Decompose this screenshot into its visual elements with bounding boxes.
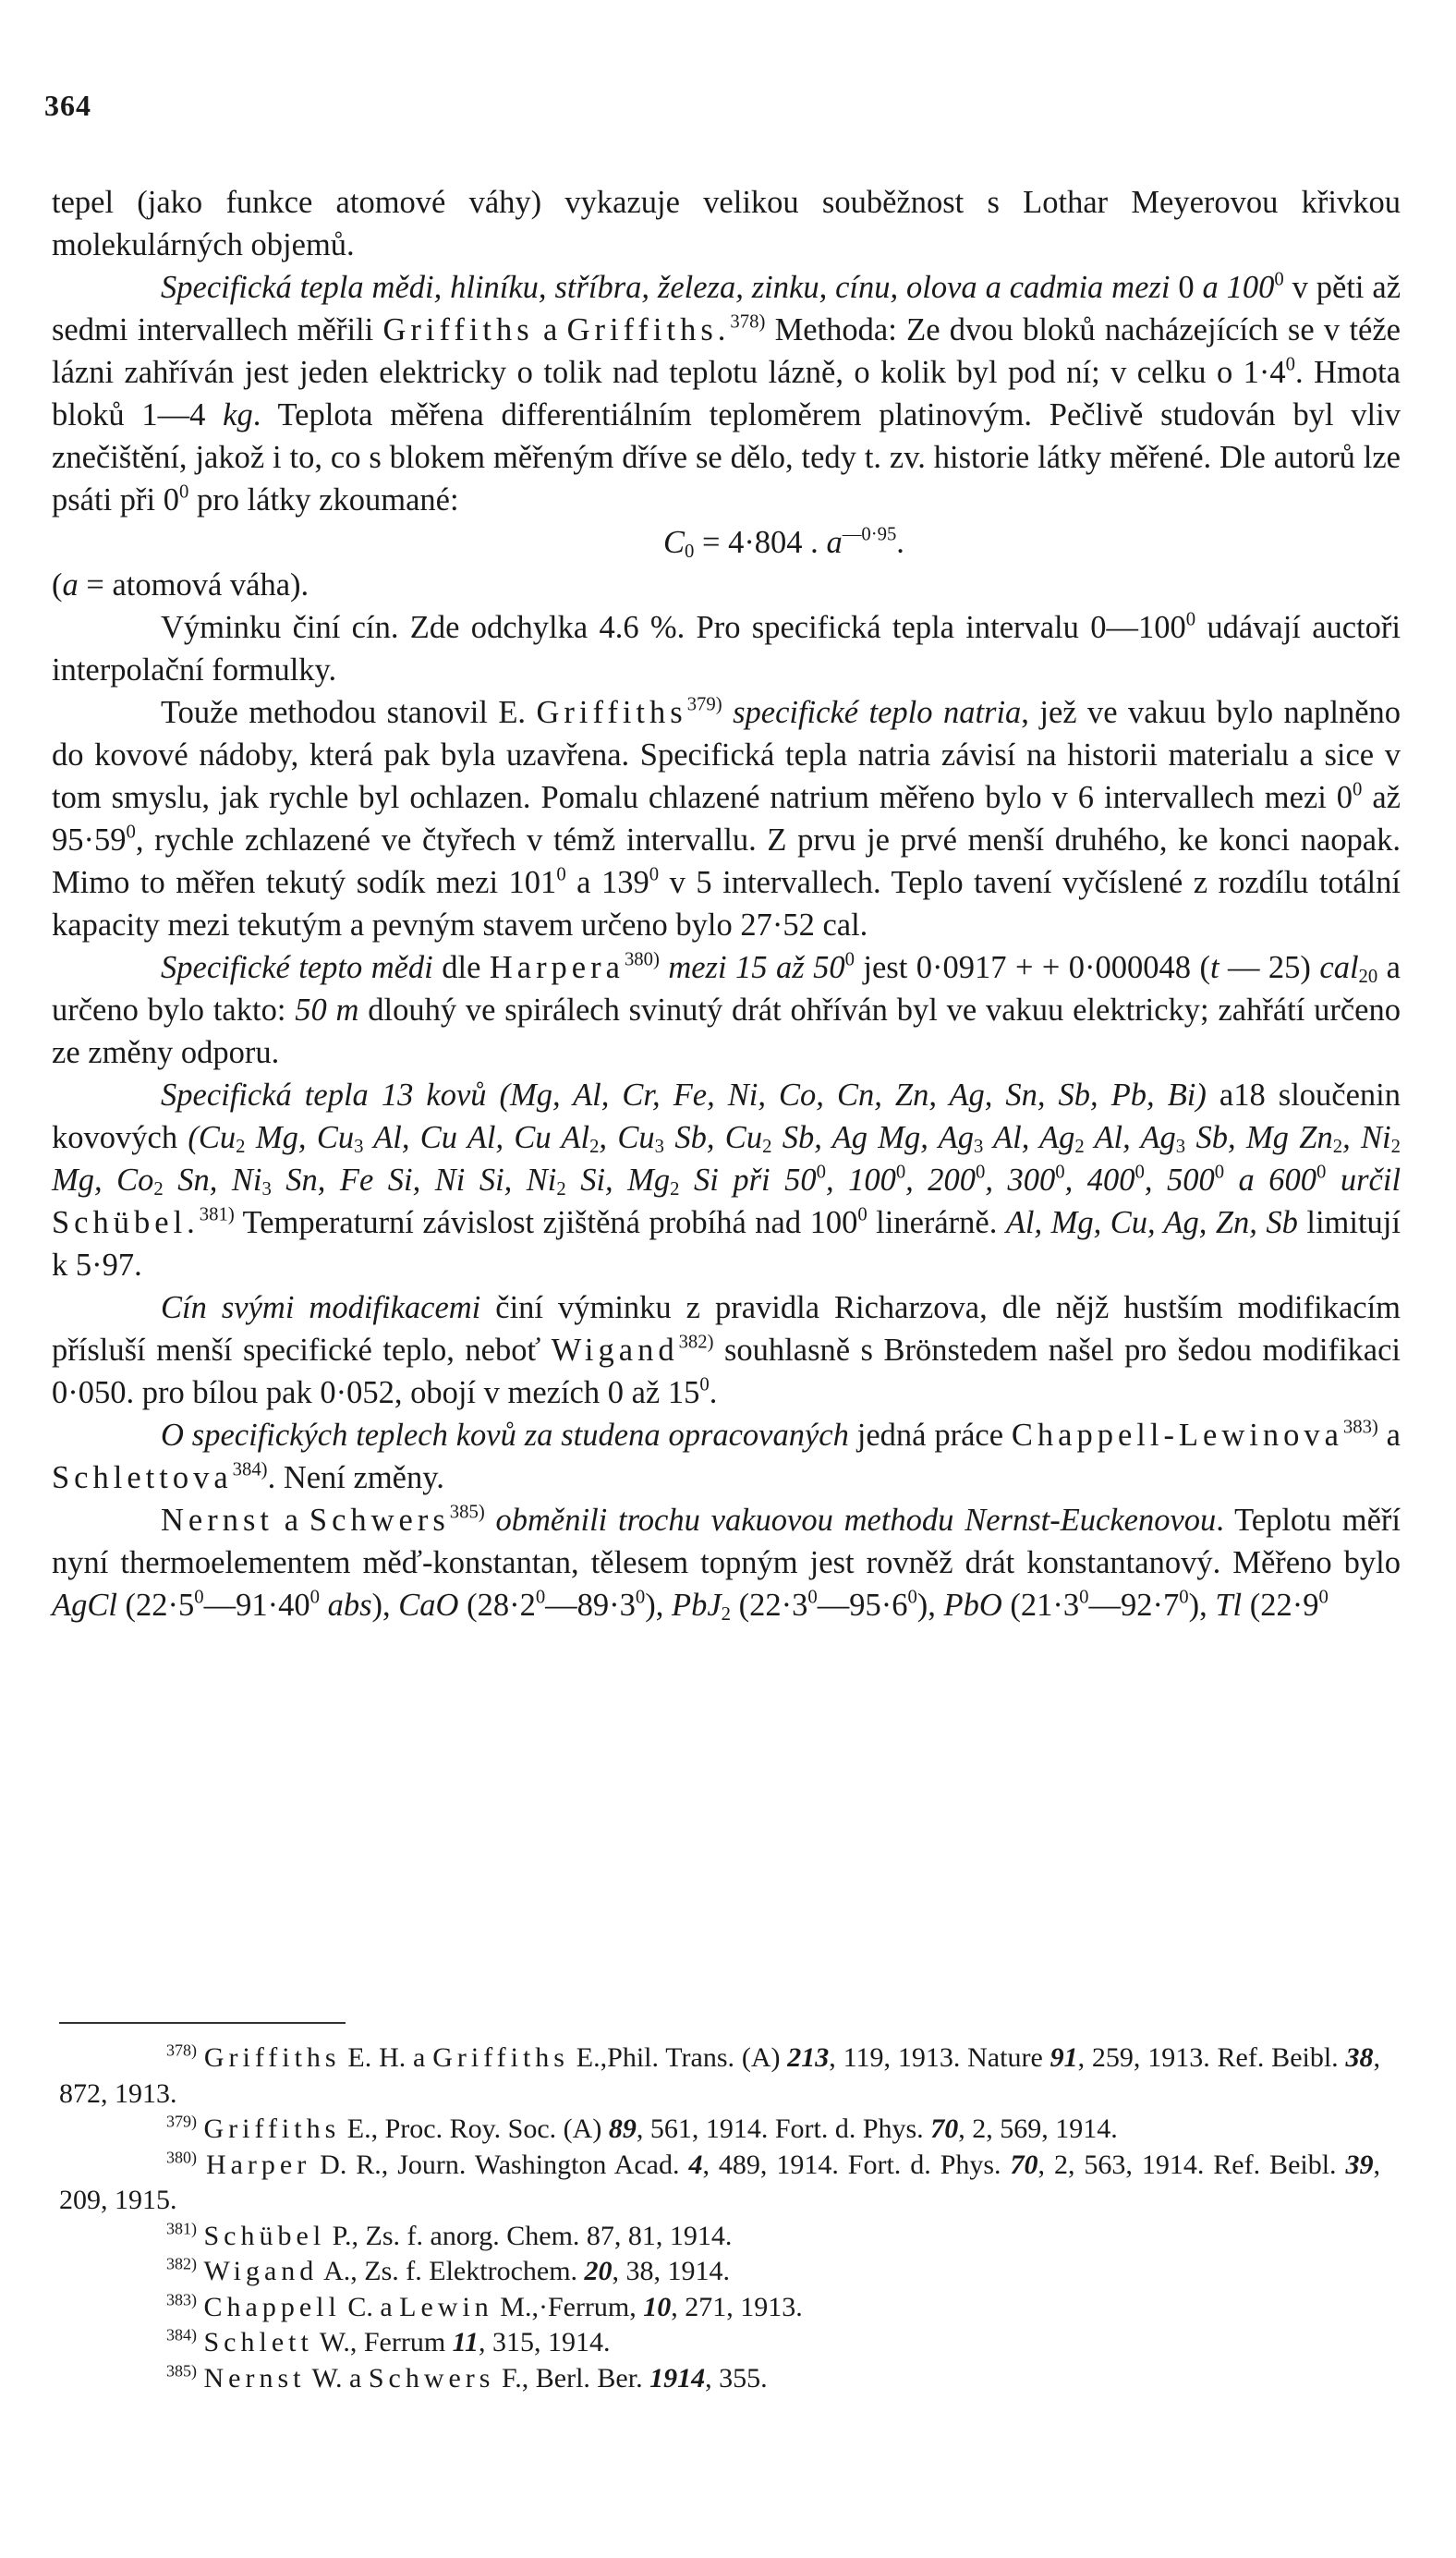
text-run: Specifické tepto mědi bbox=[161, 950, 433, 985]
superscript: 0 bbox=[1353, 779, 1363, 800]
subscript: 2 bbox=[762, 1137, 772, 1158]
subscript: 2 bbox=[721, 1604, 731, 1626]
text-run: a 100 bbox=[1202, 270, 1275, 305]
text-run: Harper bbox=[205, 2149, 311, 2180]
footnote-divider bbox=[59, 2022, 346, 2024]
paragraph bbox=[52, 564, 1401, 606]
superscript: 0 bbox=[1214, 1162, 1225, 1183]
paragraph bbox=[52, 606, 1401, 691]
text-run: jedná práce bbox=[848, 1418, 1012, 1453]
text-run: určil bbox=[1326, 1163, 1401, 1198]
footnote bbox=[59, 2254, 1380, 2290]
text-run: F., Berl. Ber. bbox=[494, 2362, 650, 2394]
text-run: = atomová váha). bbox=[78, 567, 309, 603]
text-run bbox=[197, 2363, 204, 2394]
text-run: 10 bbox=[643, 2291, 672, 2322]
text-run: 38 bbox=[1345, 2042, 1374, 2073]
text-run: PbO bbox=[943, 1588, 1002, 1623]
text-run: Wigand bbox=[551, 1333, 679, 1368]
superscript: 382) bbox=[166, 2254, 197, 2273]
superscript: 0 bbox=[844, 949, 855, 970]
text-run: Si, Mg bbox=[565, 1163, 671, 1198]
text-run: Specifická tepla 13 kovů (Mg, Al, Cr, Fe, Ni, Co, Cn, Zn, Ag, Sn, Sb, Pb, Bi) bbox=[161, 1078, 1207, 1113]
text-run: , 872, 1913. bbox=[59, 2042, 1381, 2109]
superscript: 0 bbox=[309, 1587, 320, 1608]
text-run: (28·2 bbox=[458, 1588, 536, 1623]
text-run: M.,·Ferrum, bbox=[492, 2291, 644, 2322]
superscript: 0 bbox=[126, 822, 136, 843]
paragraph bbox=[52, 1286, 1401, 1414]
text-run: Wigand bbox=[203, 2256, 319, 2286]
text-run: E.,Phil. Trans. (A) bbox=[568, 2042, 788, 2073]
superscript: 381) bbox=[166, 2218, 197, 2237]
text-run: , 259, 1913. Ref. Beibl. bbox=[1077, 2042, 1346, 2073]
superscript: 385) bbox=[449, 1502, 485, 1523]
superscript: 0 bbox=[649, 864, 660, 885]
text-run: , 38, 1914. bbox=[612, 2256, 731, 2286]
formula bbox=[52, 521, 1401, 564]
text-run: Chappell-Lewinova bbox=[1011, 1418, 1343, 1453]
subscript: 3 bbox=[354, 1137, 364, 1158]
paragraph bbox=[52, 1414, 1401, 1499]
superscript: 383) bbox=[1342, 1417, 1378, 1438]
paragraph bbox=[52, 266, 1401, 521]
superscript: 0 bbox=[1179, 1587, 1189, 1608]
text-run: 20 bbox=[584, 2256, 613, 2286]
text-run: kg bbox=[223, 397, 253, 432]
text-run: A., Zs. f. Elektrochem. bbox=[318, 2256, 585, 2286]
text-run: Sn, Ni bbox=[163, 1163, 262, 1198]
text-run: Schlett bbox=[203, 2327, 313, 2357]
text-run: , Cu bbox=[599, 1120, 655, 1155]
text-run: Sb, Ag Mg, Ag bbox=[771, 1120, 974, 1155]
superscript: 0 bbox=[535, 1587, 546, 1608]
text-run: a určeno bylo takto: bbox=[52, 950, 1401, 1028]
superscript: 0 bbox=[1285, 354, 1296, 375]
subscript: 2 bbox=[1332, 1137, 1343, 1158]
text-run: , jež ve vakuu bylo naplněno do kovové nádoby, která pak byla uzavřena. Specifická tepla natria závisí na historii materialu a sice v tom smyslu, jak rychle byl ochlazen. Pomalu chlazené natrium měřeno bylo v 6 intervallech mezi 0 bbox=[52, 695, 1401, 815]
superscript: 0 bbox=[194, 1587, 204, 1608]
text-run: Výminku činí cín. Zde odchylka 4.6 %. Pro specifická tepla intervalu 0—100 bbox=[161, 610, 1186, 645]
text-run: Touže methodou stanovil E. bbox=[161, 695, 537, 730]
text-run: (Cu bbox=[188, 1120, 237, 1155]
text-run: W., Ferrum bbox=[312, 2327, 453, 2357]
text-run: (21·3 bbox=[1001, 1588, 1080, 1623]
text-run: , 209, 1915. bbox=[59, 2149, 1380, 2215]
text-run: ( bbox=[52, 567, 63, 603]
text-run bbox=[197, 2150, 206, 2180]
footnote bbox=[59, 2361, 1380, 2397]
superscript: 0 bbox=[1134, 1162, 1145, 1183]
superscript: 0 bbox=[1185, 609, 1196, 630]
text-run: Griffiths bbox=[536, 695, 687, 730]
text-run: mezi 15 až 50 bbox=[668, 950, 845, 985]
text-run: , Ni bbox=[1342, 1120, 1391, 1155]
text-run: AgCl bbox=[52, 1588, 117, 1623]
text-run: souhlasně s Brönstedem našel pro šedou modifikaci 0·050. pro bílou pak 0·052, obojí v mezích 0 až 15 bbox=[52, 1333, 1401, 1410]
subscript: 0 bbox=[685, 542, 695, 563]
text-run: (22·9 bbox=[1242, 1588, 1319, 1623]
text-run: cal bbox=[1319, 950, 1359, 985]
superscript: 0 bbox=[907, 1587, 917, 1608]
superscript: 379) bbox=[686, 694, 722, 715]
paragraph bbox=[52, 691, 1401, 946]
superscript: 0 bbox=[976, 1162, 986, 1183]
superscript: 0 bbox=[895, 1162, 906, 1183]
text-run: Griffiths bbox=[382, 312, 534, 347]
footnote bbox=[59, 2040, 1380, 2112]
text-run bbox=[485, 1503, 496, 1538]
text-run: jest 0·0917 + + 0·000048 ( bbox=[854, 950, 1210, 985]
text-run: Temperaturní závislost zjištěná probíhá nad 100 bbox=[234, 1205, 858, 1240]
text-run: tepel (jako funkce atomové váhy) vykazuje velikou souběžnost s Lothar Meyerovou křivkou molekulárných objemů. bbox=[52, 185, 1401, 262]
superscript: 379) bbox=[166, 2112, 197, 2131]
subscript: 2 bbox=[589, 1137, 600, 1158]
text-run: . bbox=[709, 1375, 718, 1410]
text-run: 39 bbox=[1345, 2149, 1374, 2180]
text-run: Griffiths. bbox=[566, 312, 731, 347]
text-run: Griffiths bbox=[203, 2042, 341, 2073]
text-run: —95·6 bbox=[817, 1588, 908, 1623]
text-run: a bbox=[273, 1503, 309, 1538]
text-run: a bbox=[826, 525, 843, 560]
text-run: , rychle zchlazené ve čtyřech v témž intervallu. Z prvu je prvé menší druhého, ke konci naopak. Mimo to měřen tekutý sodík mezi 101 bbox=[52, 822, 1401, 900]
text-run: Specifická tepla mědi, hliníku, stříbra, železa, zinku, cínu, olova a cadmia mezi bbox=[161, 270, 1179, 305]
footnotes bbox=[59, 2040, 1380, 2396]
superscript: 380) bbox=[166, 2147, 197, 2166]
text-run: Nernst bbox=[203, 2362, 306, 2394]
superscript: 383) bbox=[166, 2289, 197, 2308]
footnote bbox=[59, 2325, 1380, 2361]
text-run: , 119, 1913. Nature bbox=[829, 2042, 1050, 2073]
text-run: Schübel. bbox=[52, 1205, 200, 1240]
text-run: ), bbox=[1188, 1588, 1216, 1623]
text-run: dle bbox=[432, 950, 490, 985]
footnote bbox=[59, 2112, 1380, 2148]
text-run: . bbox=[896, 525, 904, 560]
text-run: —92·7 bbox=[1088, 1588, 1180, 1623]
text-run: 11 bbox=[452, 2327, 479, 2357]
superscript: 0 bbox=[699, 1374, 710, 1395]
paragraph bbox=[52, 946, 1401, 1074]
text-run: 50 m bbox=[295, 993, 359, 1028]
text-run: Mg, Cu bbox=[245, 1120, 355, 1155]
subscript: 3 bbox=[654, 1137, 664, 1158]
text-run: C. a bbox=[340, 2291, 400, 2322]
text-run: t bbox=[1209, 950, 1219, 985]
footnote bbox=[59, 2219, 1380, 2255]
subscript: 3 bbox=[1175, 1137, 1186, 1158]
subscript: 2 bbox=[153, 1179, 164, 1200]
text-run: , 561, 1914. Fort. d. Phys. bbox=[636, 2113, 931, 2144]
text-run: E. H. a bbox=[340, 2042, 433, 2073]
text-run: —89·3 bbox=[545, 1588, 636, 1623]
superscript: 385) bbox=[166, 2360, 197, 2380]
footnote bbox=[59, 2290, 1380, 2326]
text-run: , 500 bbox=[1144, 1163, 1215, 1198]
text-run: Tl bbox=[1215, 1588, 1243, 1623]
superscript: 0 bbox=[807, 1587, 818, 1608]
text-run: 4 bbox=[688, 2149, 703, 2180]
text-run: Si při 50 bbox=[679, 1163, 817, 1198]
text-run: a bbox=[62, 567, 79, 603]
text-run bbox=[197, 2292, 204, 2322]
text-run: , 2, 569, 1914. bbox=[958, 2113, 1118, 2144]
text-run: a18 sloučenin kovových bbox=[52, 1078, 1401, 1155]
text-run: Schwers bbox=[309, 1503, 450, 1538]
superscript: 0 bbox=[1318, 1587, 1329, 1608]
text-run: , 2, 563, 1914. Ref. Beibl. bbox=[1037, 2149, 1346, 2180]
superscript: 381) bbox=[199, 1204, 235, 1225]
text-run bbox=[197, 2113, 204, 2144]
text-run: , 200 bbox=[905, 1163, 977, 1198]
superscript: 0 bbox=[1316, 1162, 1327, 1183]
superscript: —0·95 bbox=[842, 524, 897, 545]
text-run: obměnili trochu vakuovou methodu Nernst-Euckenovou bbox=[495, 1503, 1217, 1538]
text-run: , 400 bbox=[1064, 1163, 1135, 1198]
text-run bbox=[320, 1588, 328, 1623]
superscript: 0 bbox=[1055, 1162, 1065, 1183]
text-run: —91·40 bbox=[203, 1588, 310, 1623]
superscript: 0 bbox=[857, 1204, 868, 1225]
text-run: 91 bbox=[1050, 2042, 1078, 2073]
text-run bbox=[197, 2327, 204, 2357]
text-run: abs bbox=[327, 1588, 372, 1623]
text-run bbox=[197, 2256, 204, 2286]
text-run: , 100 bbox=[825, 1163, 896, 1198]
text-run: pro látky zkoumané: bbox=[188, 482, 459, 518]
subscript: 2 bbox=[556, 1179, 566, 1200]
text-run: linerárně. bbox=[867, 1205, 1006, 1240]
text-run bbox=[197, 2221, 204, 2251]
text-run: limitují k 5·97. bbox=[52, 1205, 1401, 1283]
text-run: . Teplotu měří nyní thermoelementem měď-konstantan, tělesem topným jest rovněž drát konstantanový. Měřeno bylo bbox=[52, 1503, 1401, 1580]
subscript: 2 bbox=[1390, 1137, 1401, 1158]
paragraph bbox=[52, 1499, 1401, 1626]
superscript: 0 bbox=[556, 864, 566, 885]
text-run: 213 bbox=[787, 2042, 830, 2073]
text-run: D. R., Journ. Washington Acad. bbox=[310, 2149, 689, 2180]
text-run: udávají auctoři interpolační formulky. bbox=[52, 610, 1401, 688]
subscript: 3 bbox=[261, 1179, 272, 1200]
superscript: 378) bbox=[730, 311, 766, 333]
text-run: a bbox=[1377, 1418, 1401, 1453]
text-run: Chappell bbox=[203, 2291, 341, 2322]
text-run: . Není změny. bbox=[267, 1460, 444, 1495]
subscript: 3 bbox=[973, 1137, 984, 1158]
subscript: 20 bbox=[1358, 967, 1378, 988]
superscript: 378) bbox=[166, 2040, 197, 2060]
text-run: Cín svými modifikacemi bbox=[161, 1290, 481, 1325]
text-run: Schlettova bbox=[52, 1460, 233, 1495]
text-run: v pěti až sedmi intervallech měřili bbox=[52, 270, 1401, 347]
superscript: 0 bbox=[1079, 1587, 1089, 1608]
text-run: Griffiths bbox=[203, 2113, 341, 2144]
text-run: O specifických teplech kovů za studena opracovaných bbox=[161, 1418, 849, 1453]
text-run: . Teplota měřena differentiálním teploměrem platinovým. Pečlivě studován byl vliv znečištění, jakož i to, co s blokem měřeným dříve se dělo, tedy t. zv. historie látky měřené. Dle autorů lze psáti při 0 bbox=[52, 397, 1401, 518]
text-run: Al, Cu Al, Cu Al bbox=[363, 1120, 590, 1155]
text-run: Schübel bbox=[203, 2220, 326, 2251]
text-run: (22·5 bbox=[116, 1588, 195, 1623]
page-number: 364 bbox=[44, 89, 91, 122]
paragraph bbox=[52, 1074, 1401, 1286]
text-run: ), bbox=[371, 1588, 399, 1623]
text-run: 0 bbox=[1178, 270, 1203, 305]
text-run: a bbox=[533, 312, 567, 347]
text-run: Mg, Co bbox=[52, 1163, 154, 1198]
text-run: 70 bbox=[930, 2113, 959, 2144]
superscript: 380) bbox=[624, 949, 660, 970]
text-run bbox=[722, 695, 733, 730]
subscript: 2 bbox=[1074, 1137, 1085, 1158]
text-run: až 95·59 bbox=[52, 780, 1401, 858]
text-run: , 300 bbox=[985, 1163, 1056, 1198]
text-run: a 600 bbox=[1224, 1163, 1317, 1198]
text-run bbox=[660, 950, 668, 985]
text-run: Al, Mg, Cu, Ag, Zn, Sb bbox=[1005, 1205, 1298, 1240]
text-run: Schwers bbox=[368, 2362, 495, 2394]
text-run: , 271, 1913. bbox=[671, 2291, 803, 2322]
text-run: Sn, Fe Si, Ni Si, Ni bbox=[271, 1163, 557, 1198]
text-run: Harpera bbox=[489, 950, 625, 985]
text-run: PbJ bbox=[672, 1588, 722, 1623]
text-run: ), bbox=[645, 1588, 673, 1623]
subscript: 2 bbox=[236, 1137, 246, 1158]
text-run: specifické teplo natria bbox=[733, 695, 1022, 730]
text-run: dlouhý ve spirálech svinutý drát ohříván byl ve vakuu elektricky; zahřátí určeno ze změny odporu. bbox=[52, 993, 1401, 1070]
footnote bbox=[59, 2148, 1380, 2219]
superscript: 0 bbox=[178, 481, 189, 503]
text-run: P., Zs. f. anorg. Chem. 87, 81, 1914. bbox=[325, 2220, 733, 2251]
paragraph bbox=[52, 181, 1401, 266]
text-run: E., Proc. Roy. Soc. (A) bbox=[340, 2113, 609, 2144]
text-run: , 489, 1914. Fort. d. Phys. bbox=[702, 2149, 1011, 2180]
text-run: CaO bbox=[398, 1588, 459, 1623]
superscript: 382) bbox=[678, 1332, 714, 1353]
text-run: Nernst bbox=[161, 1503, 273, 1538]
text-run: 89 bbox=[608, 2113, 637, 2144]
text-run: C bbox=[663, 525, 686, 560]
text-run: činí výminku z pravidla Richarzova, dle nějž hustším modifikacím přísluší menší specifické teplo, neboť bbox=[52, 1290, 1401, 1368]
text-run bbox=[197, 2042, 204, 2073]
subscript: 2 bbox=[670, 1179, 680, 1200]
text-run: , 315, 1914. bbox=[479, 2327, 611, 2357]
text-run: Sb, Cu bbox=[663, 1120, 763, 1155]
text-run: a 139 bbox=[565, 865, 649, 900]
text-run: 1914 bbox=[649, 2362, 706, 2394]
text-run: v 5 intervallech. Teplo tavení vyčíslené z rozdílu totální kapacity mezi tekutým a pevným stavem určeno bylo 27·52 cal. bbox=[52, 865, 1401, 943]
text-run: W. a bbox=[305, 2362, 369, 2394]
text-run: (22·3 bbox=[731, 1588, 808, 1623]
text-run: Griffiths bbox=[432, 2042, 569, 2073]
text-run: Lewin bbox=[399, 2291, 493, 2322]
body-text bbox=[52, 181, 1401, 1626]
text-run: ), bbox=[916, 1588, 944, 1623]
text-run: Al, Ag bbox=[983, 1120, 1075, 1155]
text-run: — 25) bbox=[1219, 950, 1320, 985]
superscript: 384) bbox=[166, 2325, 197, 2345]
text-run: Al, Ag bbox=[1084, 1120, 1176, 1155]
superscript: 0 bbox=[635, 1587, 646, 1608]
superscript: 0 bbox=[1274, 269, 1284, 290]
superscript: 384) bbox=[232, 1459, 268, 1480]
text-run: Sb, Mg Zn bbox=[1185, 1120, 1333, 1155]
text-run: . Hmota bloků 1—4 bbox=[52, 355, 1401, 432]
text-run: 70 bbox=[1010, 2149, 1038, 2180]
superscript: 0 bbox=[816, 1162, 826, 1183]
text-run: , 355. bbox=[705, 2362, 768, 2394]
text-run: = 4·804 . bbox=[694, 525, 827, 560]
text-run: Methoda: Ze dvou bloků nacházejících se v téže lázni zahříván jest jeden elektricky o tolik nad teplotu lázně, o kolik byl pod ní; v celku o 1·4 bbox=[52, 312, 1401, 390]
